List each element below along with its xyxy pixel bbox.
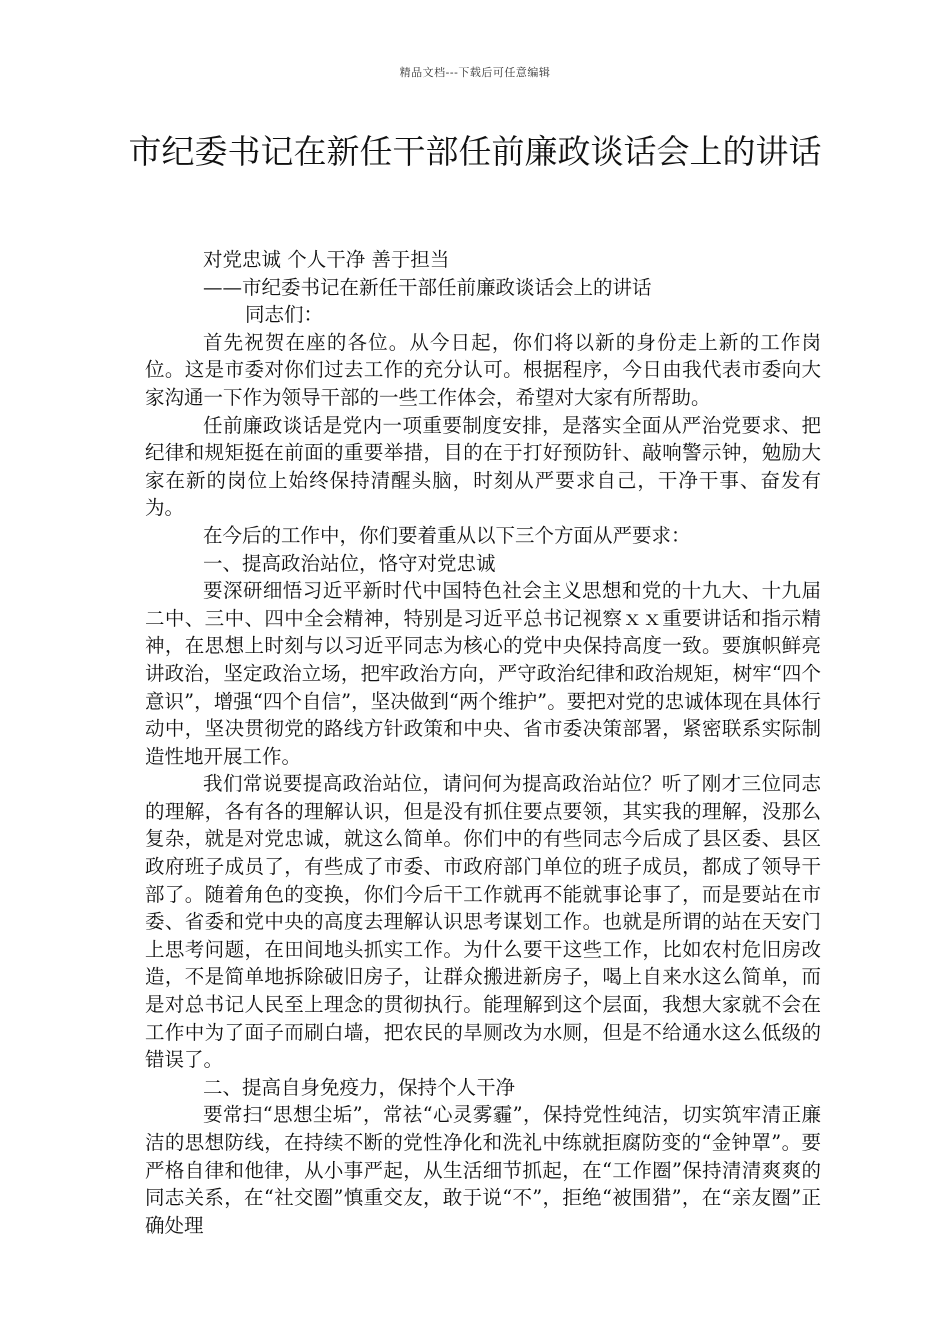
paragraph: 任前廉政谈话是党内一项重要制度安排，是落实全面从严治党要求、把纪律和规矩挺在前面的重要举措，目的在于打好预防针、敲响警示钟，勉励大家在新的岗位上始终保持清醒头脑，时刻从严要求自己，干净干事、奋发有为。 xyxy=(145,413,821,520)
paragraph: 要深研细悟习近平新时代中国特色社会主义思想和党的十九大、十九届二中、三中、四中全会精神，特别是习近平总书记视察ｘｘ重要讲话和指示精神，在思想上时刻与以习近平同志为核心的党中央保持高度一致。要旗帜鲜亮讲政治，坚定政治立场，把牢政治方向，严守政治纪律和政治规矩，树牢“四个意识”，增强“四个自信”，坚决做到“两个维护”。要把对党的忠诚体现在具体行动中，坚决贯彻党的路线方针政策和中央、省市委决策部署，紧密联系实际制造性地开展工作。 xyxy=(145,579,821,768)
byline: ——市纪委书记在新任干部任前廉政谈话会上的讲话 xyxy=(203,275,652,299)
paragraph: 要常扫“思想尘垢”，常祛“心灵雾霾”，保持党性纯洁，切实筑牢清正廉洁的思想防线，在持续不断的党性净化和洗礼中练就拒腐防变的“金钟罩”。要严格自律和他律，从小事严起，从生活细节抓起，在“工作圈”保持清清爽爽的同志关系，在“社交圈”慎重交友，敢于说“不”，拒绝“被围猎”，在“亲友圈”正确处理 xyxy=(145,1103,821,1237)
document-body xyxy=(145,246,821,1239)
section-heading: 一、提高政治站位，恪守对党忠诚 xyxy=(203,551,496,575)
document-title: 市纪委书记在新任干部任前廉政谈话会上的讲话 xyxy=(128,132,822,171)
paragraph: 首先祝贺在座的各位。从今日起，你们将以新的身份走上新的工作岗位。这是市委对你们过去工作的充分认可。根据程序，今日由我代表市委向大家沟通一下作为领导干部的一些工作体会，希望对大家有所帮助。 xyxy=(145,330,821,409)
subtitle: 对党忠诚 个人干净 善于担当 xyxy=(203,248,450,271)
salutation: 同志们： xyxy=(245,303,324,327)
paragraph: 我们常说要提高政治站位，请问何为提高政治站位？听了刚才三位同志的理解，各有各的理解认识，但是没有抓住要点要领，其实我的理解，没那么复杂，就是对党忠诚，就这么简单。你们中的有些同志今后成了县区委、县区政府班子成员了，有些成了市委、市政府部门单位的班子成员，都成了领导干部了。随着角色的变换，你们今后干工作就再不能就事论事了，而是要站在市委、省委和党中央的高度去理解认识思考谋划工作。也就是所谓的站在天安门上思考问题，在田间地头抓实工作。为什么要干这些工作，比如农村危旧房改造，不是简单地拆除破旧房子，让群众搬进新房子，喝上自来水这么简单，而是对总书记人民至上理念的贯彻执行。能理解到这个层面，我想大家就不会在工作中为了面子而刷白墙，把农民的旱厕改为水厕，但是不给通水这么低级的错误了。 xyxy=(145,772,821,1072)
section-heading: 二、提高自身免疫力，保持个人干净 xyxy=(203,1075,516,1099)
paragraph: 在今后的工作中，你们要着重从以下三个方面从严要求： xyxy=(203,523,691,547)
page-header: 精品文档---下载后可任意编辑 xyxy=(399,66,551,79)
